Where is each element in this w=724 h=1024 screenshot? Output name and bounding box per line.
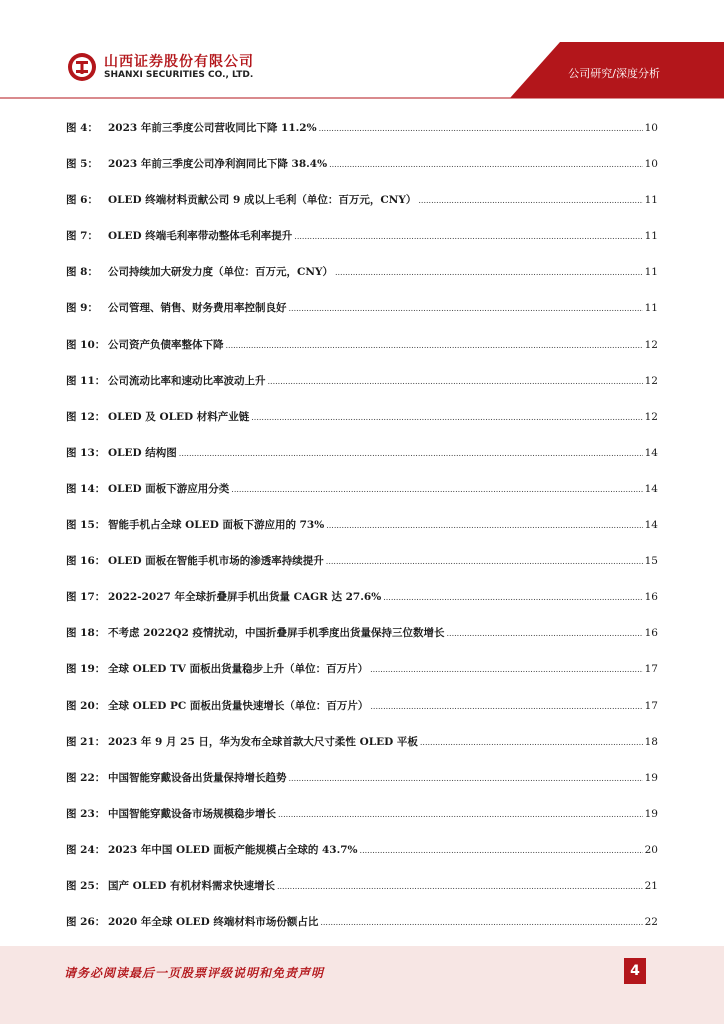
toc-figure-title: OLED 及 OLED 材料产业链 — [108, 410, 250, 423]
toc-leader-dots — [383, 588, 642, 608]
toc-figure-number: 图 12： — [66, 410, 106, 423]
toc-entry[interactable] — [66, 732, 658, 768]
toc-leader-dots — [277, 877, 643, 897]
toc-figure-title: OLED 面板在智能手机市场的渗透率持续提升 — [108, 555, 324, 568]
toc-entry[interactable] — [66, 298, 658, 334]
toc-entry[interactable] — [66, 659, 658, 695]
toc-figure-number: 图 10： — [66, 338, 106, 351]
toc-leader-dots — [420, 733, 643, 753]
toc-figure-number: 图 17： — [66, 591, 106, 604]
toc-leader-dots — [370, 660, 643, 680]
toc-figure-title: 国产 OLED 有机材料需求快速增长 — [108, 879, 275, 892]
toc-figure-number: 图 22： — [66, 771, 106, 784]
toc-page-number: 19 — [644, 807, 658, 820]
toc-page-number: 22 — [644, 916, 658, 929]
toc-entry[interactable] — [66, 371, 658, 407]
toc-page-number: 17 — [644, 663, 658, 676]
company-logo-icon — [67, 52, 97, 82]
page-footer — [0, 936, 724, 1024]
disclaimer-text: 请务必阅读最后一页股票评级说明和免责声明 — [64, 966, 325, 980]
toc-leader-dots — [251, 408, 642, 428]
toc-page-number: 11 — [644, 266, 658, 279]
toc-leader-dots — [231, 480, 642, 500]
toc-figure-title: OLED 终端毛利率带动整体毛利率提升 — [108, 230, 293, 243]
toc-entry[interactable] — [66, 768, 658, 804]
toc-page-number: 10 — [644, 158, 658, 171]
toc-leader-dots — [294, 227, 642, 247]
toc-page-number: 14 — [644, 446, 658, 459]
toc-page-number: 16 — [644, 627, 658, 640]
toc-figure-title: 不考虑 2022Q2 疫情扰动，中国折叠屏手机季度出货量保持三位数增长 — [108, 627, 445, 640]
toc-leader-dots — [278, 805, 643, 825]
toc-figure-number: 图 20： — [66, 699, 106, 712]
toc-leader-dots — [319, 119, 643, 139]
toc-figure-number: 图 19： — [66, 663, 106, 676]
toc-page-number: 17 — [644, 699, 658, 712]
toc-entry[interactable] — [66, 696, 658, 732]
toc-figure-number: 图 15： — [66, 519, 106, 532]
toc-figure-title: 全球 OLED PC 面板出货量快速增长（单位：百万片） — [108, 699, 369, 712]
toc-page-number: 19 — [644, 771, 658, 784]
toc-page-number: 20 — [644, 843, 658, 856]
toc-page-number: 18 — [644, 735, 658, 748]
company-name-en: SHANXI SECURITIES CO., LTD. — [104, 70, 254, 80]
toc-entry[interactable] — [66, 840, 658, 876]
page-number: 4 — [624, 958, 646, 984]
toc-entry[interactable] — [66, 587, 658, 623]
toc-figure-number: 图 13： — [66, 446, 106, 459]
toc-figure-number: 图 6： — [66, 194, 98, 207]
toc-page-number: 10 — [644, 122, 658, 134]
toc-figure-title: 中国智能穿戴设备出货量保持增长趋势 — [108, 771, 287, 784]
toc-page-number: 14 — [644, 482, 658, 495]
toc-figure-title: OLED 终端材料贡献公司 9 成以上毛利（单位：百万元，CNY） — [108, 194, 417, 207]
toc-leader-dots — [370, 697, 642, 717]
toc-entry[interactable] — [66, 623, 658, 659]
toc-leader-dots — [418, 191, 642, 211]
toc-leader-dots — [335, 263, 643, 283]
toc-figure-title: 2022-2027 年全球折叠屏手机出货量 CAGR 达 27.6% — [108, 591, 382, 604]
toc-entry[interactable] — [66, 226, 658, 262]
toc-figure-title: 2023 年前三季度公司净利润同比下降 38.4% — [108, 158, 328, 171]
company-name-cn: 山西证券股份有限公司 — [104, 54, 254, 70]
toc-page-number: 14 — [644, 519, 658, 532]
toc-figure-title: 2020 年全球 OLED 终端材料市场份额占比 — [108, 916, 319, 929]
toc-page-number: 16 — [644, 591, 658, 604]
toc-figure-title: 全球 OLED TV 面板出货量稳步上升（单位：百万片） — [108, 663, 369, 676]
page-header — [0, 0, 724, 110]
toc-figure-title: 公司持续加大研发力度（单位：百万元，CNY） — [108, 266, 333, 279]
toc-figure-number: 图 23： — [66, 807, 106, 820]
toc-figure-title: 2023 年中国 OLED 面板产能规模占全球的 43.7% — [108, 843, 358, 856]
toc-page-number: 15 — [644, 555, 658, 568]
toc-figure-number: 图 7： — [66, 230, 98, 243]
toc-figure-number: 图 5： — [66, 158, 98, 171]
toc-figure-number: 图 4： — [66, 122, 98, 134]
toc-entry[interactable] — [66, 551, 658, 587]
toc-leader-dots — [360, 841, 643, 861]
toc-entry[interactable] — [66, 190, 658, 226]
toc-entry[interactable] — [66, 335, 658, 371]
toc-page-number: 21 — [644, 879, 658, 892]
toc-figure-title: 2023 年 9 月 25 日，华为发布全球首款大尺寸柔性 OLED 平板 — [108, 735, 418, 748]
section-label: 公司研究/深度分析 — [568, 67, 660, 80]
toc-figure-title: 智能手机占全球 OLED 面板下游应用的 73% — [108, 519, 325, 532]
toc-entry[interactable] — [66, 443, 658, 479]
toc-leader-dots — [289, 769, 643, 789]
toc-figure-title: 中国智能穿戴设备市场规模稳步增长 — [108, 807, 276, 820]
figure-table-of-contents — [66, 118, 658, 948]
toc-figure-number: 图 24： — [66, 843, 106, 856]
toc-figure-number: 图 26： — [66, 916, 106, 929]
toc-figure-number: 图 21： — [66, 735, 106, 748]
toc-leader-dots — [179, 444, 643, 464]
toc-figure-title: OLED 面板下游应用分类 — [108, 482, 230, 495]
toc-figure-number: 图 14： — [66, 482, 106, 495]
toc-figure-number: 图 9： — [66, 302, 98, 315]
toc-entry[interactable] — [66, 804, 658, 840]
toc-figure-number: 图 11： — [66, 374, 106, 387]
toc-leader-dots — [289, 299, 643, 319]
toc-figure-number: 图 18： — [66, 627, 106, 640]
toc-entry[interactable] — [66, 479, 658, 515]
toc-leader-dots — [226, 336, 643, 356]
toc-figure-title: OLED 结构图 — [108, 446, 177, 459]
toc-entry[interactable] — [66, 407, 658, 443]
toc-page-number: 11 — [644, 194, 658, 207]
toc-entry[interactable] — [66, 118, 658, 154]
toc-figure-title: 2023 年前三季度公司营收同比下降 11.2% — [108, 122, 317, 134]
toc-page-number: 11 — [644, 230, 658, 243]
toc-leader-dots — [268, 372, 643, 392]
toc-entry[interactable] — [66, 515, 658, 551]
toc-figure-title: 公司流动比率和速动比率波动上升 — [108, 374, 266, 387]
toc-page-number: 12 — [644, 410, 658, 423]
toc-leader-dots — [320, 913, 642, 933]
toc-page-number: 11 — [644, 302, 658, 315]
toc-figure-number: 图 8： — [66, 266, 98, 279]
toc-figure-title: 公司资产负债率整体下降 — [108, 338, 224, 351]
toc-figure-number: 图 16： — [66, 555, 106, 568]
toc-entry[interactable] — [66, 876, 658, 912]
toc-figure-number: 图 25： — [66, 879, 106, 892]
toc-page-number: 12 — [644, 338, 658, 351]
toc-entry[interactable] — [66, 262, 658, 298]
toc-entry[interactable] — [66, 154, 658, 190]
toc-figure-title: 公司管理、销售、财务费用率控制良好 — [108, 302, 287, 315]
toc-leader-dots — [447, 624, 643, 644]
toc-leader-dots — [329, 155, 643, 175]
toc-page-number: 12 — [644, 374, 658, 387]
toc-leader-dots — [326, 552, 643, 572]
toc-leader-dots — [326, 516, 642, 536]
